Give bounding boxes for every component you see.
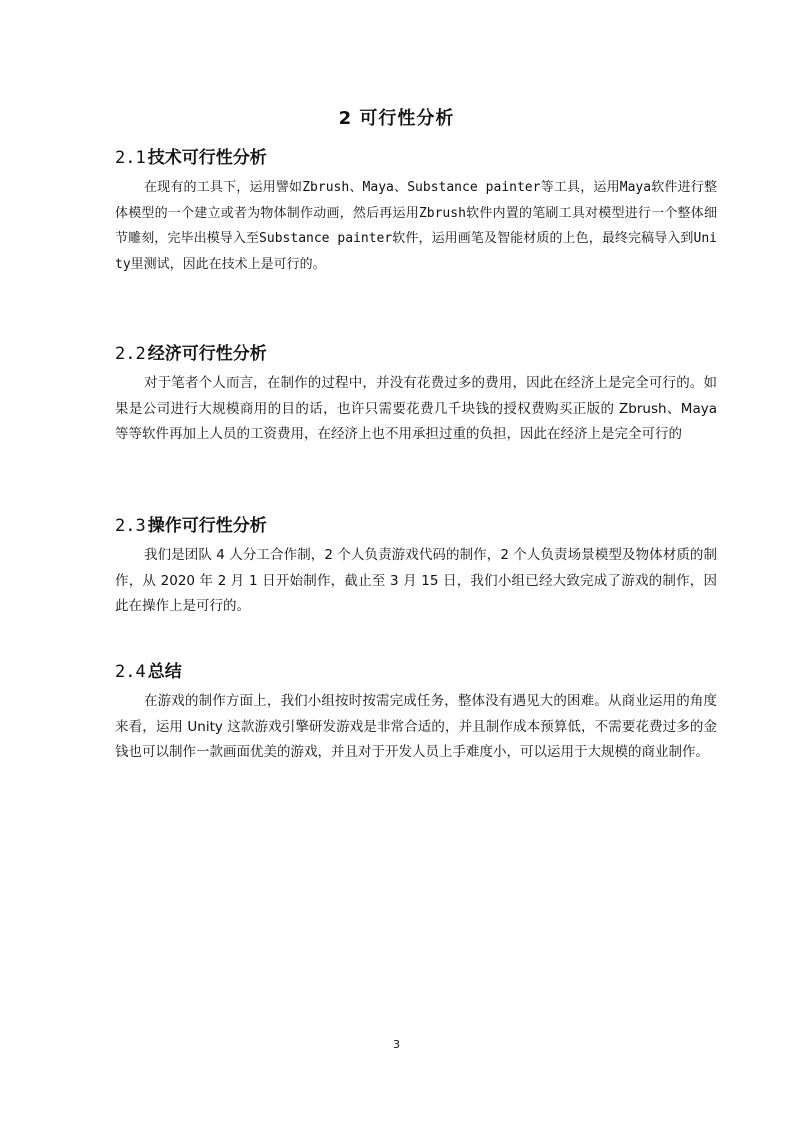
section-technical-feasibility (115, 145, 717, 277)
section-body: 在现有的工具下，运用譬如Zbrush、Maya、Substance painter等工具，运用Maya软件进行整体模型的一个建立或者为物体制作动画，然后再运用Zbrush软件内置的笔刷工具对模型进行一个整体细节雕刻，完毕出模导入至Substance painter软件，运用画笔及智能材质的上色，最终完稿导入到Unity里测试，因此在技术上是可行的。 (115, 180, 717, 272)
page-number: 3 (393, 1038, 400, 1051)
section-number: 2.2 (115, 344, 146, 364)
section-heading (115, 513, 717, 539)
section-number: 2.1 (115, 148, 146, 168)
section-title: 总结 (147, 662, 182, 682)
section-number: 2.4 (115, 662, 146, 682)
section-operational-feasibility (115, 513, 717, 620)
section-number: 2.3 (115, 516, 146, 536)
section-body: 我们是团队 4 人分工合作制，2 个人负责游戏代码的制作，2 个人负责场景模型及物体材质的制作，从 2020 年 2 月 1 日开始制作，截止至 3 月 15 日，我们小组已经大致完成了游戏的制作，因此在操作上是可行的。 (115, 547, 717, 614)
section-title: 操作可行性分析 (147, 516, 267, 536)
section-body: 在游戏的制作方面上，我们小组按时按需完成任务，整体没有遇见大的困难。从商业运用的角度来看，运用 Unity 这款游戏引擎研发游戏是非常合适的，并且制作成本预算低，不需要花费过多的金钱也可以制作一款画面优美的游戏，并且对于开发人员上手难度小，可以运用于大规模的商业制作。 (115, 693, 717, 760)
section-title: 经济可行性分析 (147, 344, 267, 364)
section-body: 对于笔者个人而言，在制作的过程中，并没有花费过多的费用，因此在经济上是完全可行的。如果是公司进行大规模商用的目的话，也许只需要花费几千块钱的授权费购买正版的 Zbrush、Maya 等等软件再加上人员的工资费用，在经济上也不用承担过重的负担，因此在经济上是完全可行的 (115, 375, 717, 442)
section-heading (115, 659, 717, 685)
section-heading (115, 341, 717, 367)
section-title: 技术可行性分析 (147, 148, 267, 168)
chapter-title: 2 可行性分析 (338, 108, 455, 129)
section-heading (115, 145, 717, 171)
section-summary (115, 659, 717, 766)
section-economic-feasibility (115, 341, 717, 448)
